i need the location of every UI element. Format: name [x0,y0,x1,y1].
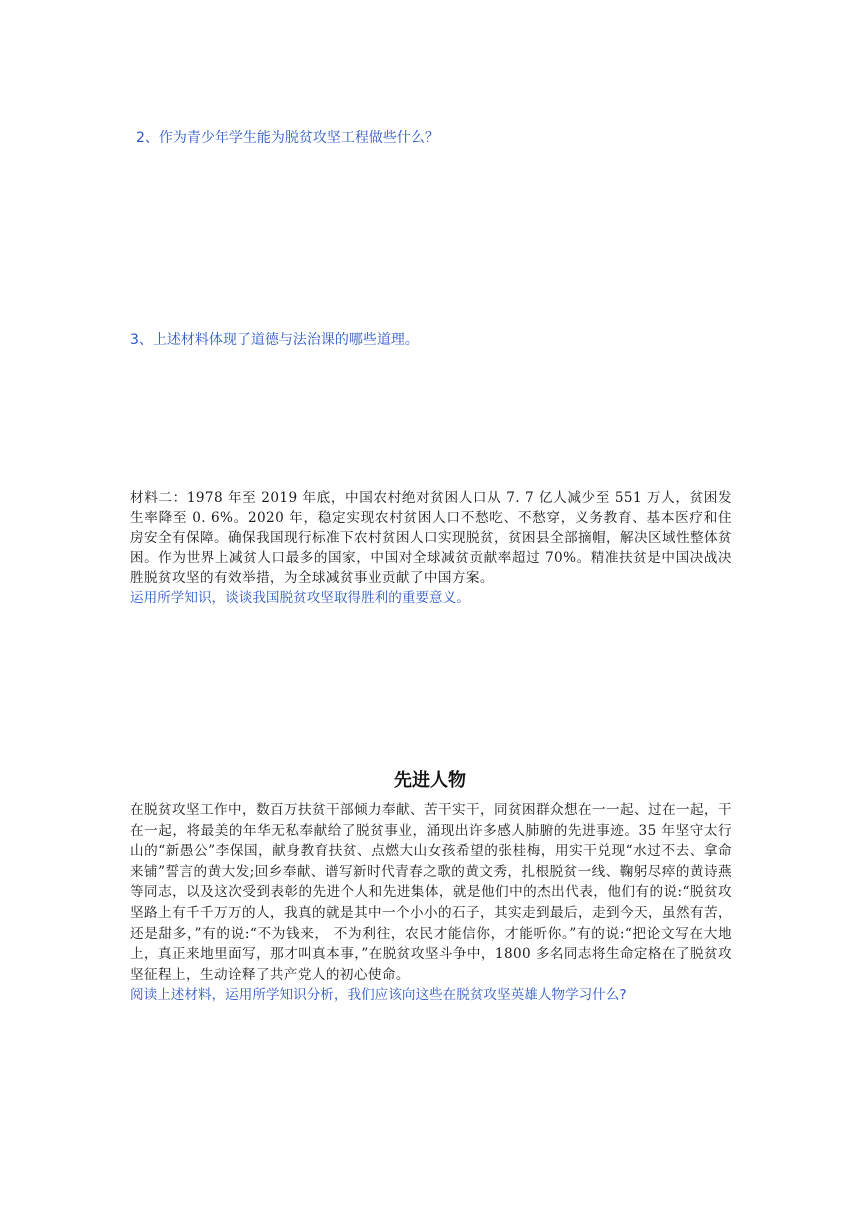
heroes-title: 先进人物 [394,770,466,791]
question-2: 2、作为青少年学生能为脱贫攻坚工程做些什么？ [136,130,439,146]
heroes-question: 阅读上述材料，运用所学知识分析，我们应该向这些在脱贫攻坚英雄人物学习什么? [130,987,627,1004]
material-2-section [130,488,732,608]
material-2-question: 运用所学知识，谈谈我国脱贫攻坚取得胜利的重要意义。 [130,590,470,606]
material-2-text: 材料二：1978 年至 2019 年底，中国农村绝对贫困人口从 7. 7 亿人减少至 551 万人，贫困发生率降至 0. 6%。2020 年，稳定实现农村贫困人口不愁吃、不愁穿，义务教育、基本医疗和住房安全有保障。确保我国现行标准下农村贫困人口实现脱贫，贫困县全部摘帽，解决区域性整体贫困。作为世界上减贫人口最多的国家，中国对全球减贫贡献率超过 70%。精准扶贫是中国决战决胜脱贫攻坚的有效举措，为全球减贫事业贡献了中国方案。 [130,490,732,586]
question-3: 3、上述材料体现了道德与法治课的哪些道理。 [130,332,419,348]
heroes-text: 在脱贫攻坚工作中，数百万扶贫干部倾力奉献、苦干实干，同贫困群众想在一一起、过在一起，干在一起，将最美的年华无私奉献给了脱贫事业，涌现出许多感人肺腑的先进事迹。35 年坚守太行山的“新愚公”李保国，献身教育扶贫、点燃大山女孩希望的张桂梅，用实干兑现“水过不去、拿命来铺”誓言的黄大发;回乡奉献、谱写新时代青春之歌的黄文秀，扎根脱贫一线、鞠躬尽瘁的黄诗燕等同志，以及这次受到表彰的先进个人和先进集体，就是他们中的杰出代表，他们有的说:“脱贫攻坚路上有千千万万的人，我真的就是其中一个小小的石子，其实走到最后，走到今天，虽然有苦，还是甜多，”有的说:“不为钱来， 不为利往，农民才能信你，才能听你。”有的说:“把论文写在大地上，真正来地里面写，那才叫真本事，”在脱贫攻坚斗争中，1800 多名同志将生命定格在了脱贫攻坚征程上，生动诠释了共产党人的初心使命。 [130,802,732,983]
heroes-section [130,800,732,1006]
